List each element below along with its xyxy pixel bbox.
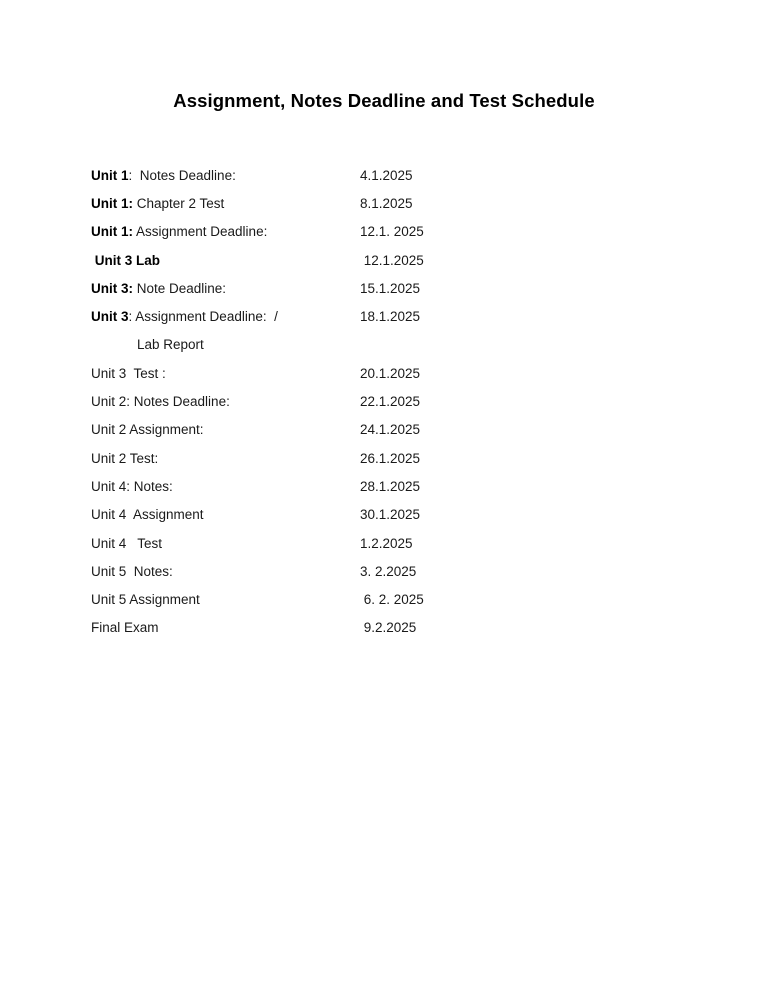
row-label-rest: Unit 4: Notes: <box>91 478 173 494</box>
row-label-bold: Unit 1: <box>91 195 133 211</box>
row-date: 26.1.2025 <box>360 450 421 466</box>
schedule-row <box>91 557 768 585</box>
row-label-bold: Unit 3: <box>91 280 133 296</box>
row-label-rest: Unit 3 Test : <box>91 365 166 381</box>
schedule-row <box>91 189 768 217</box>
row-label-rest: Unit 5 Assignment <box>91 592 200 608</box>
row-label-rest: Unit 4 Test <box>91 535 163 551</box>
row-label <box>91 422 360 437</box>
row-label <box>91 224 360 239</box>
schedule-row <box>91 416 768 444</box>
row-label <box>91 168 360 183</box>
row-label <box>91 451 360 466</box>
row-date: 9.2.2025 <box>360 620 417 636</box>
row-label <box>91 337 406 352</box>
row-date: 15.1.2025 <box>360 280 421 296</box>
schedule-row <box>91 218 768 246</box>
row-label-bold: Unit 3 <box>91 309 129 325</box>
row-label-rest: Unit 5 Notes: <box>91 563 173 579</box>
row-date: 20.1.2025 <box>360 365 421 381</box>
row-label <box>91 196 360 211</box>
row-label-rest: Unit 4 Assignment <box>91 507 204 523</box>
row-label <box>91 366 360 381</box>
schedule-row <box>91 246 768 274</box>
row-label <box>91 309 360 324</box>
schedule-row <box>91 585 768 613</box>
schedule-row <box>91 161 768 189</box>
schedule-row <box>91 274 768 302</box>
schedule-row <box>91 302 768 330</box>
schedule-row-continuation <box>91 331 768 359</box>
row-date: 30.1.2025 <box>360 507 421 523</box>
schedule-row <box>91 359 768 387</box>
schedule-row <box>91 501 768 529</box>
row-date: 18.1.2025 <box>360 309 421 325</box>
row-date: 22.1.2025 <box>360 394 421 410</box>
row-label <box>91 564 360 579</box>
row-label-rest: : Assignment Deadline: / <box>128 309 278 325</box>
row-label <box>91 253 360 268</box>
row-label <box>91 536 360 551</box>
row-label-rest: Unit 2: Notes Deadline: <box>91 394 230 410</box>
row-date: 8.1.2025 <box>360 195 413 211</box>
row-label <box>91 507 360 522</box>
schedule-row <box>91 387 768 415</box>
row-label-rest: Unit 2 Test: <box>91 450 159 466</box>
row-label-bold: Unit 3 Lab <box>91 252 161 268</box>
schedule-row <box>91 472 768 500</box>
row-label <box>91 592 360 607</box>
row-date: 12.1.2025 <box>360 252 424 268</box>
row-date: 1.2.2025 <box>360 535 413 551</box>
schedule-list <box>91 161 768 642</box>
row-label-rest: Assignment Deadline: <box>133 224 268 240</box>
row-label-bold: Unit 1: <box>91 224 133 240</box>
schedule-row <box>91 529 768 557</box>
row-label <box>91 281 360 296</box>
row-label <box>91 394 360 409</box>
row-date: 3. 2.2025 <box>360 563 417 579</box>
row-date: 4.1.2025 <box>360 167 413 183</box>
row-label <box>91 620 360 635</box>
row-label-rest: Note Deadline: <box>133 280 227 296</box>
page-title: Assignment, Notes Deadline and Test Schedule <box>173 90 595 111</box>
row-label-rest: Unit 2 Assignment: <box>91 422 204 438</box>
schedule-row <box>91 614 768 642</box>
row-date: 12.1. 2025 <box>360 224 424 240</box>
row-date: 28.1.2025 <box>360 478 421 494</box>
row-label <box>91 479 360 494</box>
row-date: 24.1.2025 <box>360 422 421 438</box>
row-label-bold: Unit 1 <box>91 167 129 183</box>
row-date: 6. 2. 2025 <box>360 592 424 608</box>
row-label-rest: Chapter 2 Test <box>133 195 225 211</box>
row-label-rest: Final Exam <box>91 620 159 636</box>
row-label-rest: Lab Report <box>137 337 204 353</box>
row-label-rest: : Notes Deadline: <box>128 167 236 183</box>
schedule-row <box>91 444 768 472</box>
